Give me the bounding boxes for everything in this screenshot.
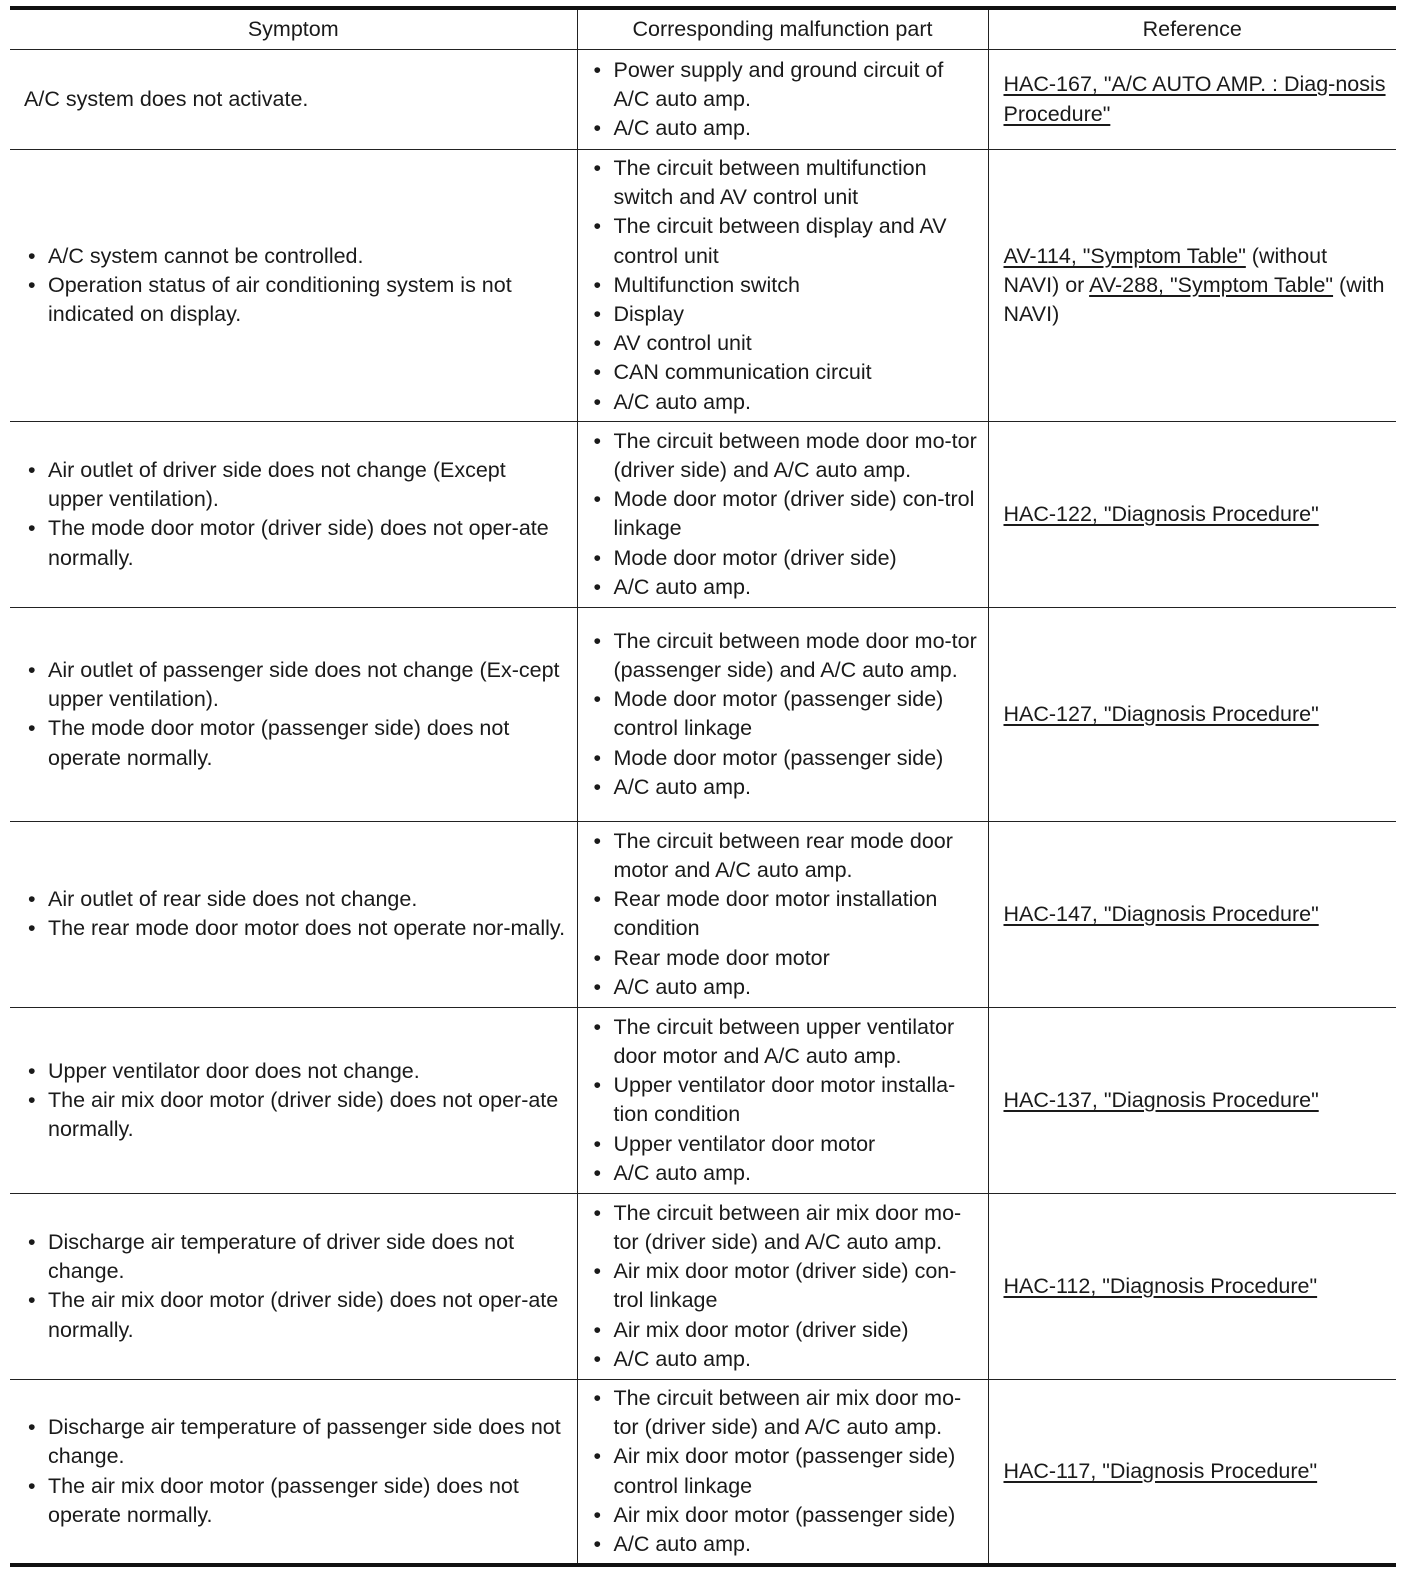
symptom-item: • Discharge air temperature of driver side does not change. [24,1228,567,1286]
symptom-item: • Operation status of air conditioning system is not indicated on display. [24,271,567,329]
symptom-item: • The air mix door motor (driver side) does not oper-ate normally. [24,1086,567,1144]
malfunction-part-item: • The circuit between mode door mo-tor (passenger side) and A/C auto amp. [590,627,982,685]
malfunction-part-item: • Rear mode door motor [590,944,982,973]
symptom-item: • The air mix door motor (driver side) does not oper-ate normally. [24,1286,567,1344]
malfunction-part-cell [577,1007,988,1193]
malfunction-part-item: • The circuit between air mix door mo-tor (driver side) and A/C auto amp. [590,1384,982,1442]
header-reference: Reference [988,8,1396,50]
symptom-item: • Upper ventilator door does not change. [24,1057,567,1086]
symptom-item: • Discharge air temperature of passenger side does not change. [24,1413,567,1471]
document-page [10,6,1396,1567]
reference-link[interactable]: AV-114, "Symptom Table" [1003,243,1246,268]
malfunction-part-item: • A/C auto amp. [590,573,982,602]
symptom-table [10,6,1396,1567]
reference-text: (without NAVI) or [1003,243,1328,297]
malfunction-part-item: • Air mix door motor (driver side) con-trol linkage [590,1257,982,1315]
reference-link[interactable]: HAC-147, "Diagnosis Procedure" [1003,901,1319,926]
malfunction-part-item: • The circuit between air mix door mo-tor (driver side) and A/C auto amp. [590,1199,982,1257]
malfunction-part-item: • A/C auto amp. [590,773,982,802]
symptom-item: • The mode door motor (driver side) does not oper-ate normally. [24,514,567,572]
symptom-item: A/C system does not activate. [24,86,309,111]
reference-cell [988,50,1396,150]
reference-cell [988,421,1396,607]
reference-link[interactable]: HAC-122, "Diagnosis Procedure" [1003,501,1319,526]
symptom-cell [10,1007,577,1193]
malfunction-part-item: • AV control unit [590,329,982,358]
symptom-cell [10,607,577,821]
reference-cell [988,607,1396,821]
table-row [10,1007,1396,1193]
malfunction-part-item: • The circuit between multifunction switch and AV control unit [590,154,982,212]
malfunction-part-cell [577,1379,988,1565]
reference-link[interactable]: AV-288, "Symptom Table" [1089,272,1334,297]
malfunction-part-item: • Display [590,300,982,329]
malfunction-part-cell [577,150,988,422]
reference-cell [988,1379,1396,1565]
malfunction-part-item: • Upper ventilator door motor installa-tion condition [590,1071,982,1129]
reference-link[interactable]: HAC-117, "Diagnosis Procedure" [1003,1458,1318,1483]
malfunction-part-item: • The circuit between rear mode door motor and A/C auto amp. [590,827,982,885]
symptom-item: • Air outlet of passenger side does not change (Ex-cept upper ventilation). [24,656,567,714]
malfunction-part-item: • Power supply and ground circuit of A/C auto amp. [590,56,982,114]
symptom-cell [10,1193,577,1379]
malfunction-part-item: • The circuit between display and AV control unit [590,212,982,270]
malfunction-part-item: • A/C auto amp. [590,1530,982,1559]
table-row [10,150,1396,422]
malfunction-part-item: • The circuit between upper ventilator door motor and A/C auto amp. [590,1013,982,1071]
reference-link[interactable]: HAC-127, "Diagnosis Procedure" [1003,701,1319,726]
reference-cell [988,150,1396,422]
symptom-cell [10,421,577,607]
symptom-item: • The rear mode door motor does not operate nor-mally. [24,914,567,943]
malfunction-part-cell [577,1193,988,1379]
malfunction-part-cell [577,607,988,821]
malfunction-part-item: • A/C auto amp. [590,973,982,1002]
malfunction-part-item: • Mode door motor (driver side) con-trol linkage [590,485,982,543]
symptom-item: • The air mix door motor (passenger side) does not operate normally. [24,1472,567,1530]
reference-link[interactable]: HAC-167, "A/C AUTO AMP. : Diag-nosis Procedure" [1003,72,1386,126]
malfunction-part-item: • A/C auto amp. [590,1345,982,1374]
malfunction-part-item: • Mode door motor (driver side) [590,544,982,573]
reference-cell [988,1007,1396,1193]
malfunction-part-cell [577,421,988,607]
malfunction-part-item: • Air mix door motor (passenger side) [590,1501,982,1530]
malfunction-part-item: • The circuit between mode door mo-tor (driver side) and A/C auto amp. [590,427,982,485]
table-row [10,607,1396,821]
table-row [10,421,1396,607]
symptom-cell [10,150,577,422]
header-row [10,8,1396,50]
malfunction-part-item: • Air mix door motor (driver side) [590,1316,982,1345]
malfunction-part-cell [577,50,988,150]
header-symptom: Symptom [10,8,577,50]
table-body [10,50,1396,1566]
malfunction-part-item: • Mode door motor (passenger side) [590,744,982,773]
table-row [10,1193,1396,1379]
reference-cell [988,821,1396,1007]
symptom-cell [10,1379,577,1565]
malfunction-part-item: • CAN communication circuit [590,358,982,387]
symptom-item: • The mode door motor (passenger side) does not operate normally. [24,714,567,772]
malfunction-part-item: • Multifunction switch [590,271,982,300]
malfunction-part-item: • Rear mode door motor installation condition [590,885,982,943]
malfunction-part-item: • Mode door motor (passenger side) control linkage [590,685,982,743]
table-row [10,1379,1396,1565]
table-row [10,50,1396,150]
malfunction-part-item: • Air mix door motor (passenger side) control linkage [590,1442,982,1500]
reference-link[interactable]: HAC-137, "Diagnosis Procedure" [1003,1087,1319,1112]
reference-cell [988,1193,1396,1379]
reference-text: (with NAVI) [1003,272,1385,327]
symptom-cell [10,50,577,150]
header-corresponding-part: Corresponding malfunction part [577,8,988,50]
malfunction-part-item: • A/C auto amp. [590,1159,982,1188]
malfunction-part-item: • Upper ventilator door motor [590,1130,982,1159]
symptom-item: • A/C system cannot be controlled. [24,242,567,271]
reference-link[interactable]: HAC-112, "Diagnosis Procedure" [1003,1273,1318,1298]
malfunction-part-item: • A/C auto amp. [590,388,982,417]
malfunction-part-item: • A/C auto amp. [590,114,982,143]
symptom-item: • Air outlet of driver side does not change (Except upper ventilation). [24,456,567,514]
symptom-cell [10,821,577,1007]
symptom-item: • Air outlet of rear side does not change. [24,885,567,914]
table-row [10,821,1396,1007]
malfunction-part-cell [577,821,988,1007]
